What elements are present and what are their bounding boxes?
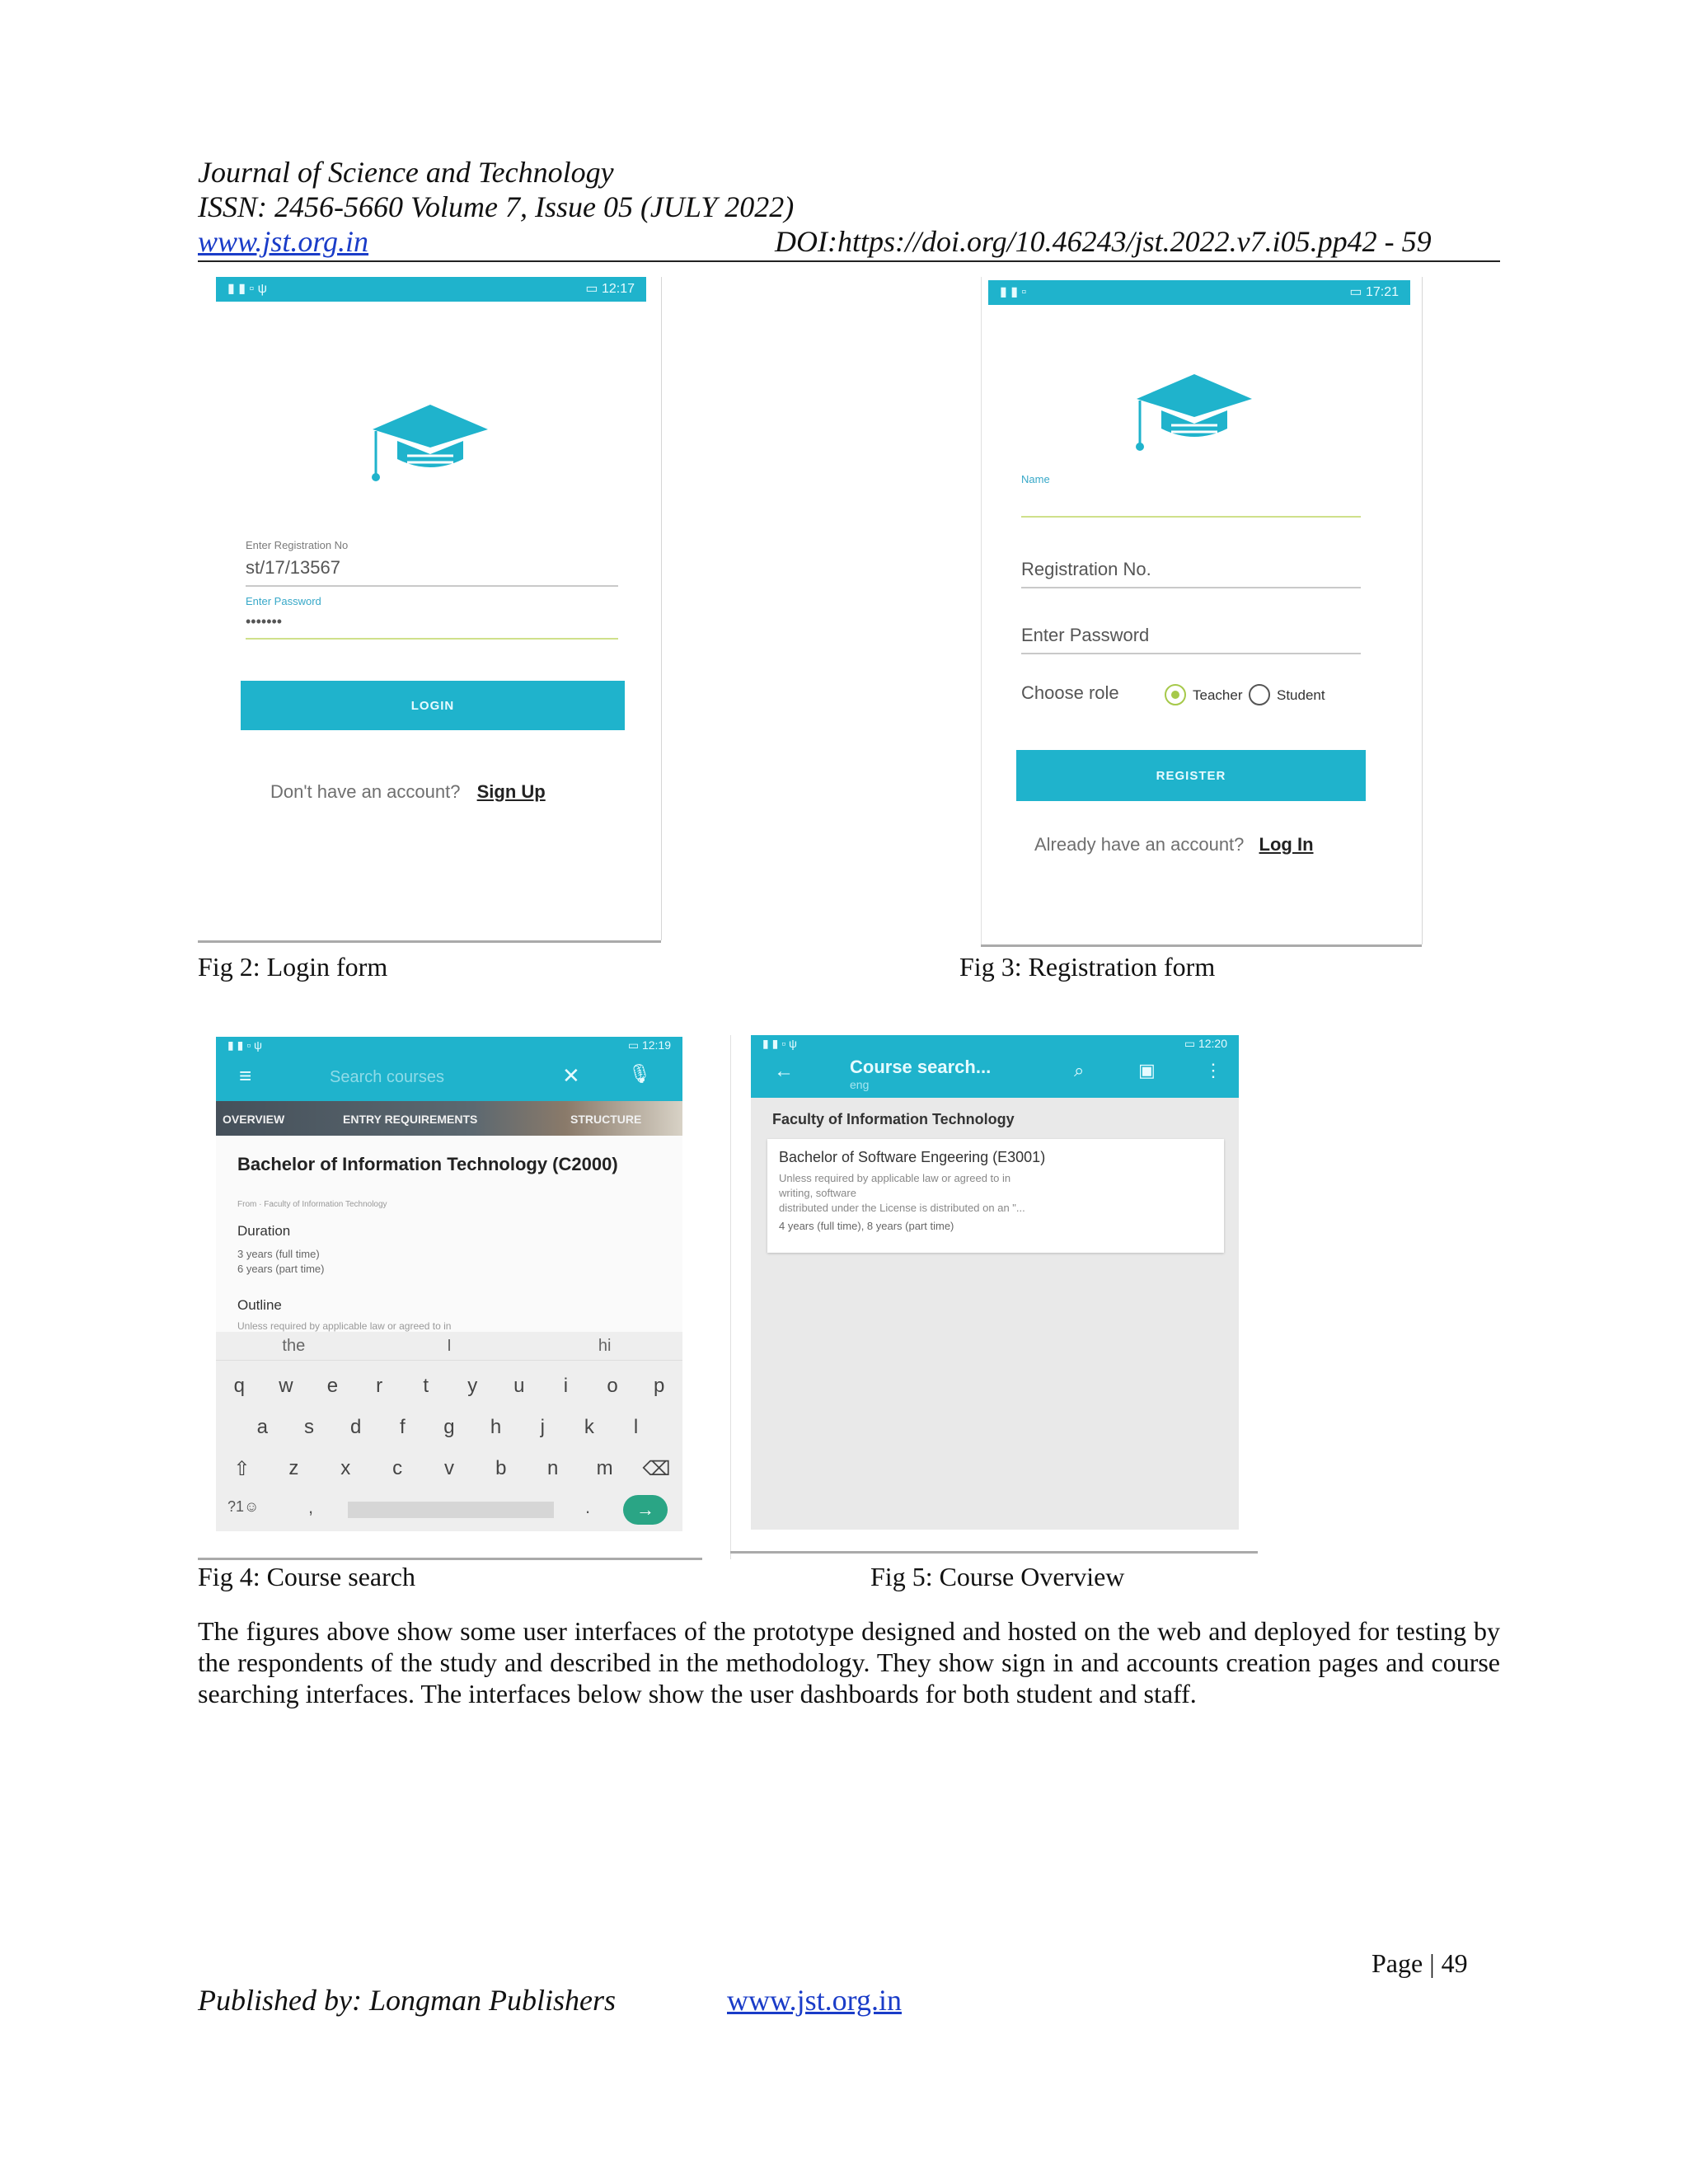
- save-icon[interactable]: ▣: [1138, 1060, 1156, 1080]
- signal-icon: ▮ ▮ ▫: [1000, 285, 1027, 299]
- role-label: Choose role: [1021, 682, 1119, 703]
- comma-key[interactable]: ,: [308, 1497, 314, 1517]
- key[interactable]: h: [490, 1416, 502, 1438]
- keyboard-suggestions: [216, 1332, 682, 1361]
- key[interactable]: j: [540, 1416, 545, 1438]
- password-input[interactable]: •••••••: [246, 613, 283, 630]
- enter-arrow-icon[interactable]: →: [623, 1495, 668, 1525]
- registration-label: Enter Registration No: [246, 539, 349, 551]
- key[interactable]: c: [392, 1457, 403, 1479]
- key[interactable]: l: [633, 1416, 639, 1438]
- suggestion-1[interactable]: the: [282, 1337, 306, 1355]
- shift-key-icon[interactable]: ⇧: [233, 1458, 251, 1480]
- duration-full-time: 3 years (full time): [237, 1248, 320, 1260]
- key[interactable]: d: [349, 1416, 362, 1438]
- status-time: 12:20: [1198, 1037, 1227, 1050]
- registration-underline: [1021, 587, 1361, 588]
- key[interactable]: x: [340, 1457, 351, 1479]
- key[interactable]: b: [495, 1457, 507, 1479]
- course-tabs: [216, 1101, 682, 1136]
- header-rule: [198, 260, 1500, 262]
- key[interactable]: u: [513, 1375, 525, 1397]
- key[interactable]: f: [399, 1416, 406, 1438]
- login-link[interactable]: Log In: [1259, 834, 1314, 855]
- header-doi: DOI:https://doi.org/10.46243/jst.2022.v7.i05.pp42 - 59: [775, 225, 1432, 258]
- course-card-title: Bachelor of Software Engeering (E3001): [779, 1149, 1046, 1165]
- fig4-caption: Fig 4: Course search: [198, 1562, 415, 1591]
- tab-overview[interactable]: OVERVIEW: [223, 1113, 285, 1126]
- close-icon[interactable]: ✕: [562, 1063, 580, 1088]
- fig2-rule: [198, 940, 661, 943]
- menu-icon[interactable]: ≡: [239, 1063, 252, 1088]
- student-radio-label: Student: [1277, 687, 1325, 703]
- search-icon[interactable]: ⌕: [1074, 1060, 1085, 1080]
- fig5-caption: Fig 5: Course Overview: [870, 1562, 1125, 1591]
- course-card-line-2: writing, software: [779, 1187, 856, 1199]
- password-label: Enter Password: [246, 595, 321, 607]
- signup-link[interactable]: Sign Up: [476, 781, 546, 802]
- keyboard-row-2: [216, 1416, 682, 1439]
- fig4-rule: [198, 1558, 702, 1560]
- key[interactable]: r: [376, 1375, 383, 1397]
- register-button[interactable]: REGISTER: [1016, 750, 1366, 801]
- status-time: 12:17: [601, 282, 635, 296]
- graduation-cap-icon: [364, 405, 496, 487]
- outline-heading: Outline: [237, 1297, 282, 1313]
- fig3-rule: [981, 944, 1422, 947]
- journal-title: Journal of Science and Technology: [198, 156, 614, 189]
- battery-icon: ▭: [585, 282, 602, 296]
- signal-icon: ▮ ▮ ▫ ψ: [227, 282, 268, 296]
- course-overview-screen: [751, 1035, 1239, 1530]
- signal-icon: ▮ ▮ ▫ ψ: [227, 1038, 263, 1052]
- key[interactable]: m: [596, 1457, 613, 1479]
- signal-icon: ▮ ▮ ▫ ψ: [762, 1037, 798, 1050]
- period-key[interactable]: .: [585, 1497, 591, 1517]
- suggestion-3[interactable]: hi: [598, 1337, 612, 1355]
- login-prompt: Already have an account?: [1034, 834, 1245, 855]
- key[interactable]: t: [423, 1375, 429, 1397]
- overview-app-bar: [751, 1035, 1239, 1098]
- registration-input[interactable]: st/17/13567: [246, 557, 340, 578]
- duration-part-time: 6 years (part time): [237, 1263, 325, 1275]
- more-options-icon[interactable]: ⋮: [1204, 1060, 1222, 1080]
- key[interactable]: a: [256, 1416, 268, 1438]
- key[interactable]: e: [326, 1375, 339, 1397]
- course-overview-frame: [730, 1035, 1259, 1559]
- duration-heading: Duration: [237, 1223, 291, 1239]
- login-screen: [216, 277, 662, 940]
- keyboard-row-1: [216, 1375, 682, 1398]
- password-input[interactable]: Enter Password: [1021, 625, 1150, 645]
- journal-issn: ISSN: 2456-5660 Volume 7, Issue 05 (JULY 2022): [198, 190, 795, 223]
- suggestion-2[interactable]: I: [447, 1337, 452, 1355]
- battery-icon: ▭: [1184, 1037, 1198, 1050]
- search-app-bar: [216, 1037, 682, 1101]
- status-bar: [216, 277, 646, 302]
- tab-structure[interactable]: STRUCTURE: [570, 1113, 642, 1126]
- back-arrow-icon[interactable]: ←: [774, 1060, 794, 1082]
- outline-text: Unless required by applicable law or agreed to in: [237, 1320, 452, 1332]
- fig3-caption: Fig 3: Registration form: [959, 952, 1216, 982]
- on-screen-keyboard: [216, 1332, 682, 1531]
- status-time: 12:19: [641, 1038, 671, 1052]
- header-website-link[interactable]: www.jst.org.in: [198, 225, 369, 258]
- key[interactable]: v: [443, 1457, 454, 1479]
- teacher-radio-label: Teacher: [1193, 687, 1243, 703]
- course-card-line-1: Unless required by applicable law or agreed to in: [779, 1172, 1011, 1184]
- course-card-line-3: distributed under the License is distributed on an "...: [779, 1202, 1025, 1214]
- key[interactable]: q: [233, 1375, 245, 1397]
- course-card-line-4: 4 years (full time), 8 years (part time): [779, 1220, 954, 1232]
- battery-icon: ▭: [1349, 285, 1366, 299]
- key[interactable]: o: [607, 1375, 618, 1397]
- password-underline: [1021, 653, 1361, 654]
- fig2-caption: Fig 2: Login form: [198, 952, 388, 982]
- registration-input[interactable]: Registration No.: [1021, 559, 1151, 579]
- status-time: 17:21: [1365, 285, 1399, 299]
- tab-entry-requirements[interactable]: ENTRY REQUIREMENTS: [343, 1113, 478, 1126]
- symbols-key[interactable]: ?1☺: [227, 1498, 260, 1515]
- key[interactable]: w: [279, 1375, 293, 1397]
- course-card[interactable]: [767, 1139, 1224, 1253]
- key[interactable]: k: [584, 1416, 594, 1438]
- course-title: Bachelor of Information Technology (C2000): [237, 1154, 618, 1174]
- page-number: Page | 49: [1372, 1948, 1468, 1978]
- key[interactable]: s: [303, 1416, 314, 1438]
- battery-icon: ▭: [627, 1038, 642, 1052]
- search-input[interactable]: Search courses: [330, 1068, 444, 1086]
- course-faculty: From · Faculty of Information Technology: [237, 1200, 387, 1209]
- faculty-heading: Faculty of Information Technology: [772, 1111, 1015, 1127]
- backspace-key-icon[interactable]: ⌫: [642, 1458, 671, 1480]
- key[interactable]: n: [547, 1457, 559, 1479]
- name-label: Name: [1021, 473, 1050, 485]
- overview-title: Course search...: [850, 1057, 992, 1077]
- graduation-cap-icon: [1128, 374, 1260, 457]
- key[interactable]: z: [288, 1457, 299, 1479]
- key[interactable]: p: [653, 1375, 665, 1397]
- keyboard-row-3: [216, 1457, 682, 1481]
- status-bar: [988, 280, 1410, 305]
- password-underline: [246, 638, 618, 640]
- key[interactable]: y: [467, 1375, 478, 1397]
- space-bar[interactable]: [348, 1502, 554, 1518]
- registration-underline: [246, 585, 618, 587]
- overview-subtitle: eng: [850, 1078, 870, 1091]
- name-input[interactable]: [1021, 516, 1361, 518]
- fig5-rule: [730, 1551, 1258, 1554]
- login-button[interactable]: LOGIN: [241, 681, 625, 730]
- signup-prompt: Don't have an account?: [270, 781, 461, 802]
- microphone-icon[interactable]: 🎙: [628, 1063, 651, 1084]
- key[interactable]: i: [563, 1375, 569, 1397]
- registration-screen: [981, 277, 1423, 944]
- student-radio[interactable]: [1249, 684, 1270, 705]
- body-paragraph: The figures above show some user interfaces of the prototype designed and hosted on the web and deployed for testing by the respondents of the study and described in the methodology. They show sign in and accounts creation pages and course searching interfaces. The interfaces below show the user dashboards for both student and staff.: [198, 1616, 1500, 1708]
- teacher-radio[interactable]: [1165, 684, 1186, 705]
- key[interactable]: g: [443, 1416, 455, 1438]
- footer-publisher: Published by: Longman Publishers: [198, 1984, 616, 2017]
- footer-website-link[interactable]: www.jst.org.in: [727, 1984, 903, 2017]
- course-search-screen: [216, 1037, 682, 1531]
